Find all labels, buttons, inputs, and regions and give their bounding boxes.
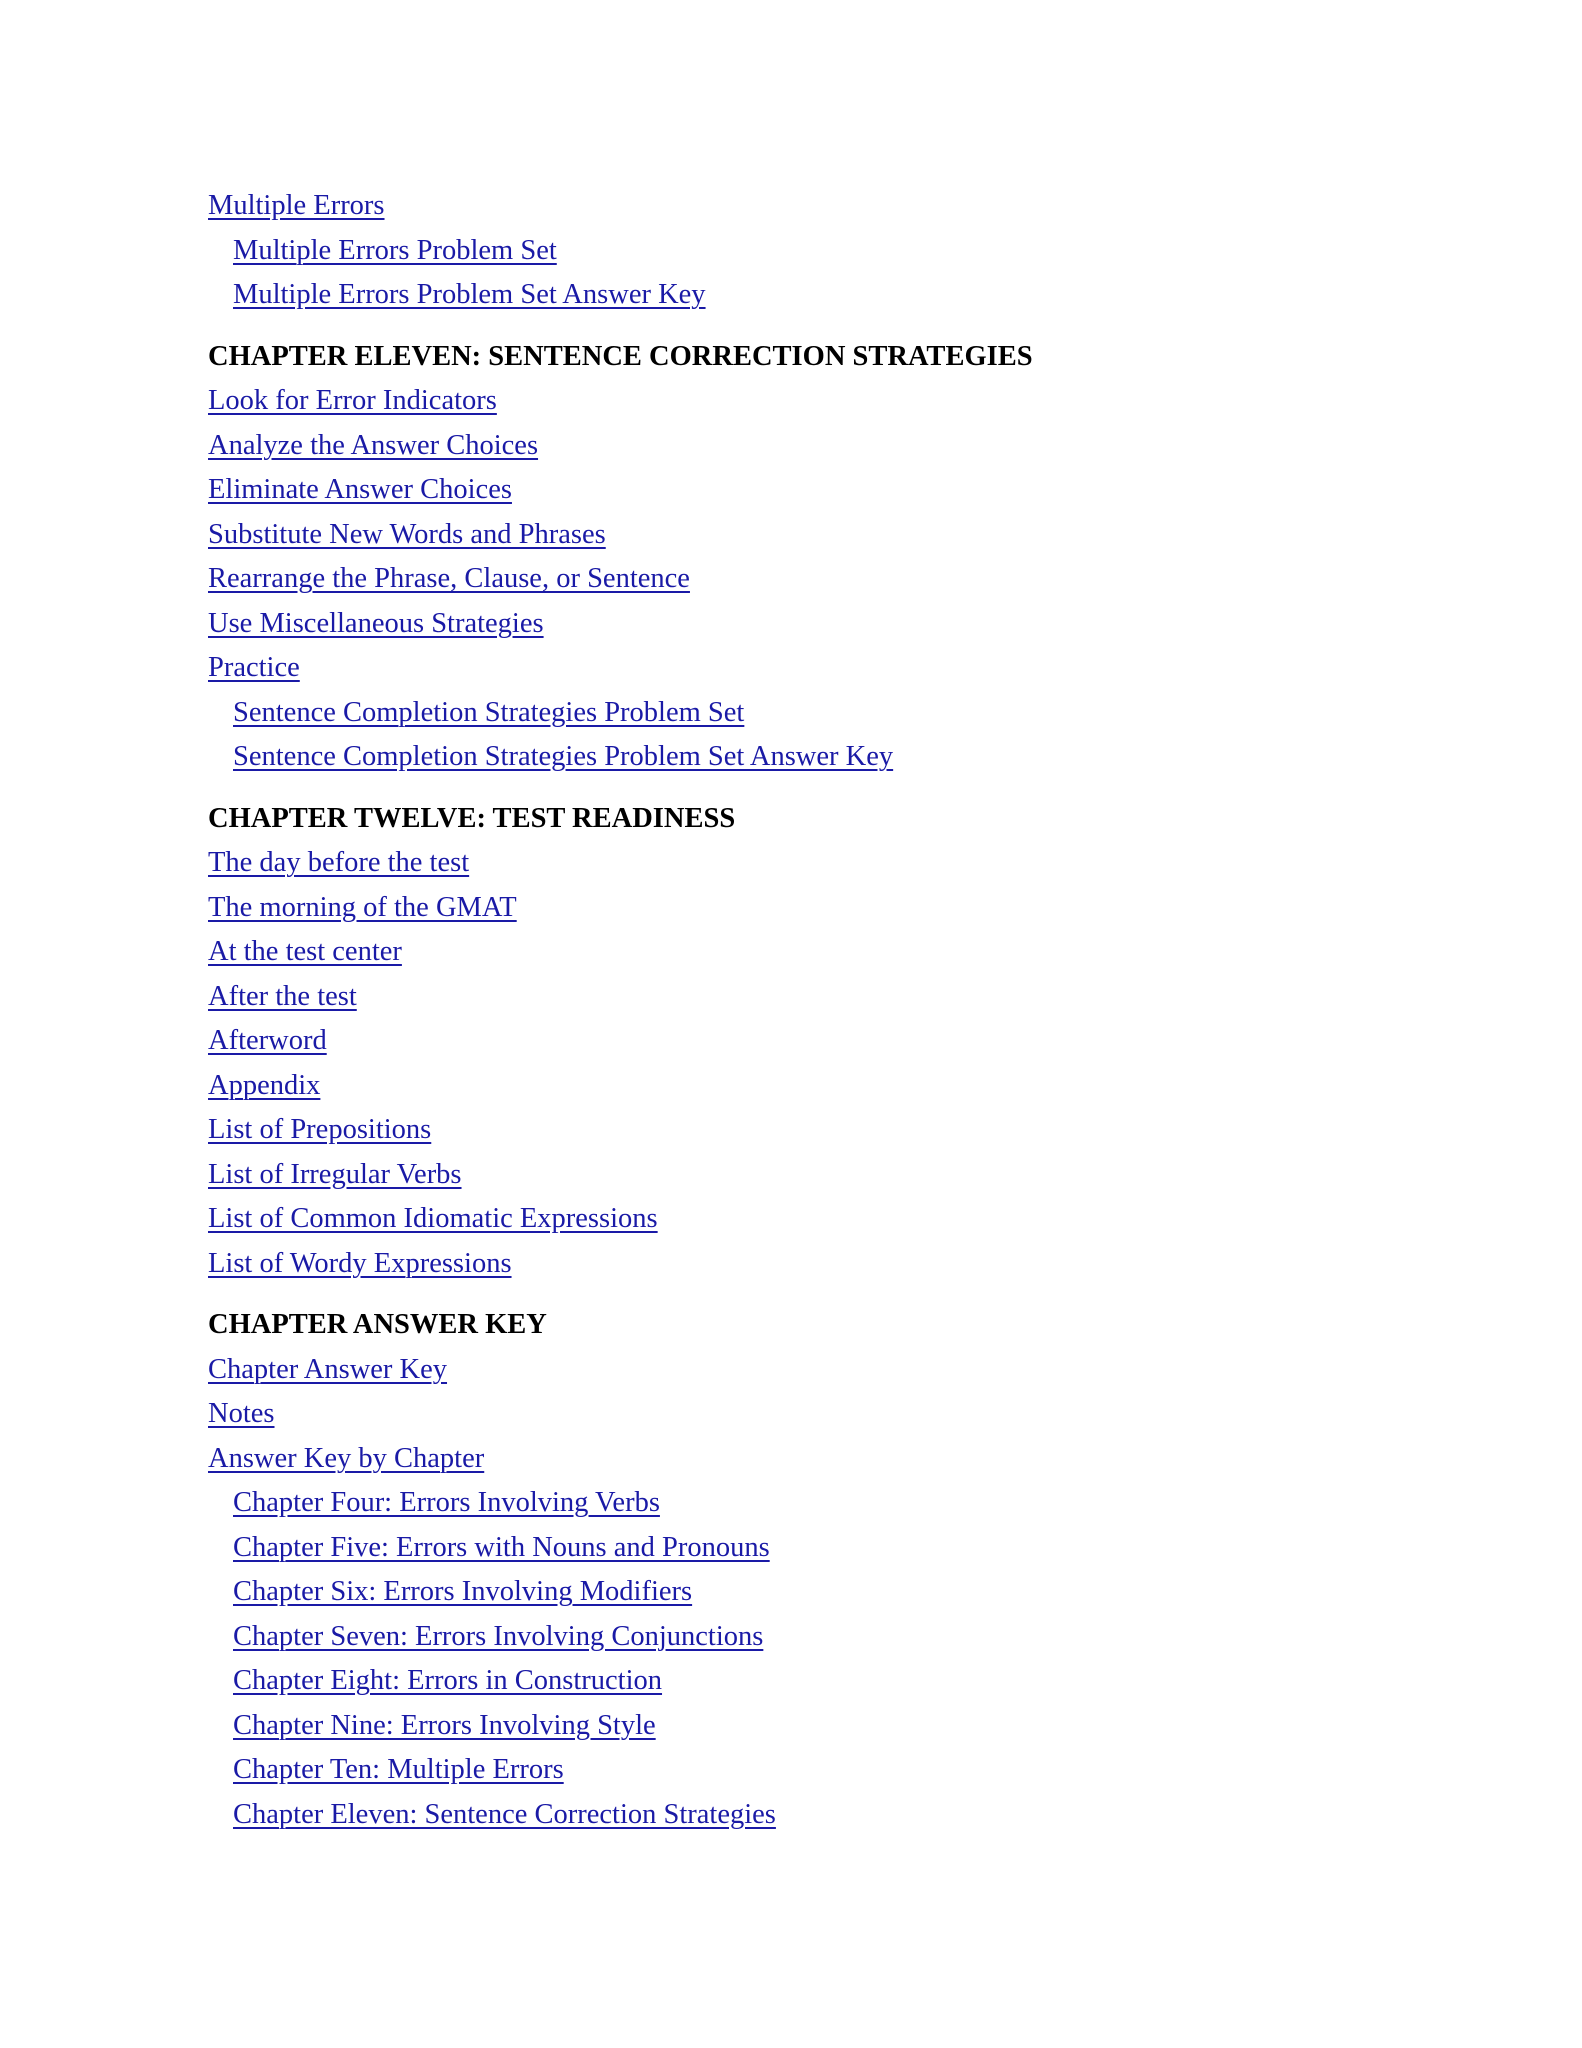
toc-link-morning-of[interactable]: The morning of the GMAT xyxy=(208,891,517,923)
toc-link-chapter-six[interactable]: Chapter Six: Errors Involving Modifiers xyxy=(233,1576,693,1607)
toc-entry xyxy=(208,229,1408,274)
toc-entry xyxy=(208,1064,1408,1109)
toc-link-prepositions[interactable]: List of Prepositions xyxy=(208,1114,432,1145)
toc-entry xyxy=(208,1570,1408,1615)
toc-link-wordy-expressions[interactable]: List of Wordy Expressions xyxy=(208,1247,512,1279)
toc-entry xyxy=(208,975,1408,1020)
toc-link-chapter-eleven[interactable]: Chapter Eleven: Sentence Correction Strategies xyxy=(233,1798,776,1830)
toc-entry xyxy=(208,379,1408,424)
toc-entry xyxy=(208,1793,1408,1838)
toc-entry xyxy=(208,930,1408,975)
toc-link-answer-key-by-chapter[interactable]: Answer Key by Chapter xyxy=(208,1442,485,1474)
toc-link-strategies-problem-set[interactable]: Sentence Completion Strategies Problem Set xyxy=(233,696,745,728)
toc-entry xyxy=(208,646,1408,691)
toc-link-strategies-answer-key[interactable]: Sentence Completion Strategies Problem Set Answer Key xyxy=(233,741,894,772)
toc-entry xyxy=(208,513,1408,558)
toc-link-multiple-errors-answer-key[interactable]: Multiple Errors Problem Set Answer Key xyxy=(233,279,706,310)
toc-entry xyxy=(208,1526,1408,1571)
toc-entry xyxy=(208,1197,1408,1242)
toc-link-irregular-verbs[interactable]: List of Irregular Verbs xyxy=(208,1158,462,1190)
toc-link-chapter-answer-key[interactable]: Chapter Answer Key xyxy=(208,1353,448,1385)
toc-link-idiomatic-expressions[interactable]: List of Common Idiomatic Expressions xyxy=(208,1203,658,1234)
toc-link-substitute-words[interactable]: Substitute New Words and Phrases xyxy=(208,518,606,550)
toc-entry xyxy=(208,468,1408,513)
chapter-twelve-heading: CHAPTER TWELVE: TEST READINESS xyxy=(208,802,736,834)
toc-entry xyxy=(208,735,1408,780)
toc-entry xyxy=(208,841,1408,886)
toc-section-chapter-twelve xyxy=(208,841,1408,1286)
toc-link-multiple-errors-problem-set[interactable]: Multiple Errors Problem Set xyxy=(233,234,557,266)
toc-entry xyxy=(208,184,1408,229)
toc-entry xyxy=(208,886,1408,931)
toc-entry xyxy=(208,602,1408,647)
toc-section-multiple-errors xyxy=(208,184,1408,318)
toc-link-chapter-four[interactable]: Chapter Four: Errors Involving Verbs xyxy=(233,1487,660,1518)
toc-link-eliminate-answer-choices[interactable]: Eliminate Answer Choices xyxy=(208,474,512,505)
toc-link-analyze-answer-choices[interactable]: Analyze the Answer Choices xyxy=(208,429,539,461)
toc-link-error-indicators[interactable]: Look for Error Indicators xyxy=(208,385,497,416)
toc-link-after-test[interactable]: After the test xyxy=(208,980,357,1012)
toc-entry xyxy=(208,1481,1408,1526)
toc-entry xyxy=(208,1659,1408,1704)
toc-link-notes[interactable]: Notes xyxy=(208,1398,275,1429)
toc-link-rearrange[interactable]: Rearrange the Phrase, Clause, or Sentence xyxy=(208,563,690,594)
toc-link-chapter-seven[interactable]: Chapter Seven: Errors Involving Conjunctions xyxy=(233,1620,764,1652)
toc-entry xyxy=(208,1108,1408,1153)
toc-entry xyxy=(208,273,1408,318)
toc-link-misc-strategies[interactable]: Use Miscellaneous Strategies xyxy=(208,607,544,639)
toc-entry xyxy=(208,1242,1408,1287)
toc-entry xyxy=(208,1748,1408,1793)
toc-entry xyxy=(208,691,1408,736)
toc-section-chapter-eleven xyxy=(208,379,1408,780)
toc-link-chapter-five[interactable]: Chapter Five: Errors with Nouns and Pronouns xyxy=(233,1531,770,1563)
chapter-eleven-heading: CHAPTER ELEVEN: SENTENCE CORRECTION STRATEGIES xyxy=(208,340,1033,372)
toc-link-practice[interactable]: Practice xyxy=(208,652,300,683)
toc-entry xyxy=(208,424,1408,469)
table-of-contents xyxy=(208,184,1408,1837)
toc-entry xyxy=(208,557,1408,602)
toc-link-chapter-eight[interactable]: Chapter Eight: Errors in Construction xyxy=(233,1665,663,1696)
toc-entry xyxy=(208,1437,1408,1482)
toc-entry xyxy=(208,1704,1408,1749)
toc-entry xyxy=(208,1392,1408,1437)
toc-entry xyxy=(208,1615,1408,1660)
toc-link-chapter-nine[interactable]: Chapter Nine: Errors Involving Style xyxy=(233,1709,656,1741)
toc-link-multiple-errors[interactable]: Multiple Errors xyxy=(208,190,385,221)
toc-entry xyxy=(208,1348,1408,1393)
answer-key-heading: CHAPTER ANSWER KEY xyxy=(208,1309,547,1340)
toc-link-test-center[interactable]: At the test center xyxy=(208,936,402,967)
toc-link-appendix[interactable]: Appendix xyxy=(208,1069,321,1101)
toc-link-day-before[interactable]: The day before the test xyxy=(208,847,470,878)
toc-entry xyxy=(208,1019,1408,1064)
toc-section-answer-key xyxy=(208,1348,1408,1838)
toc-entry xyxy=(208,1153,1408,1198)
toc-link-chapter-ten[interactable]: Chapter Ten: Multiple Errors xyxy=(233,1754,564,1785)
toc-link-afterword[interactable]: Afterword xyxy=(208,1025,327,1056)
